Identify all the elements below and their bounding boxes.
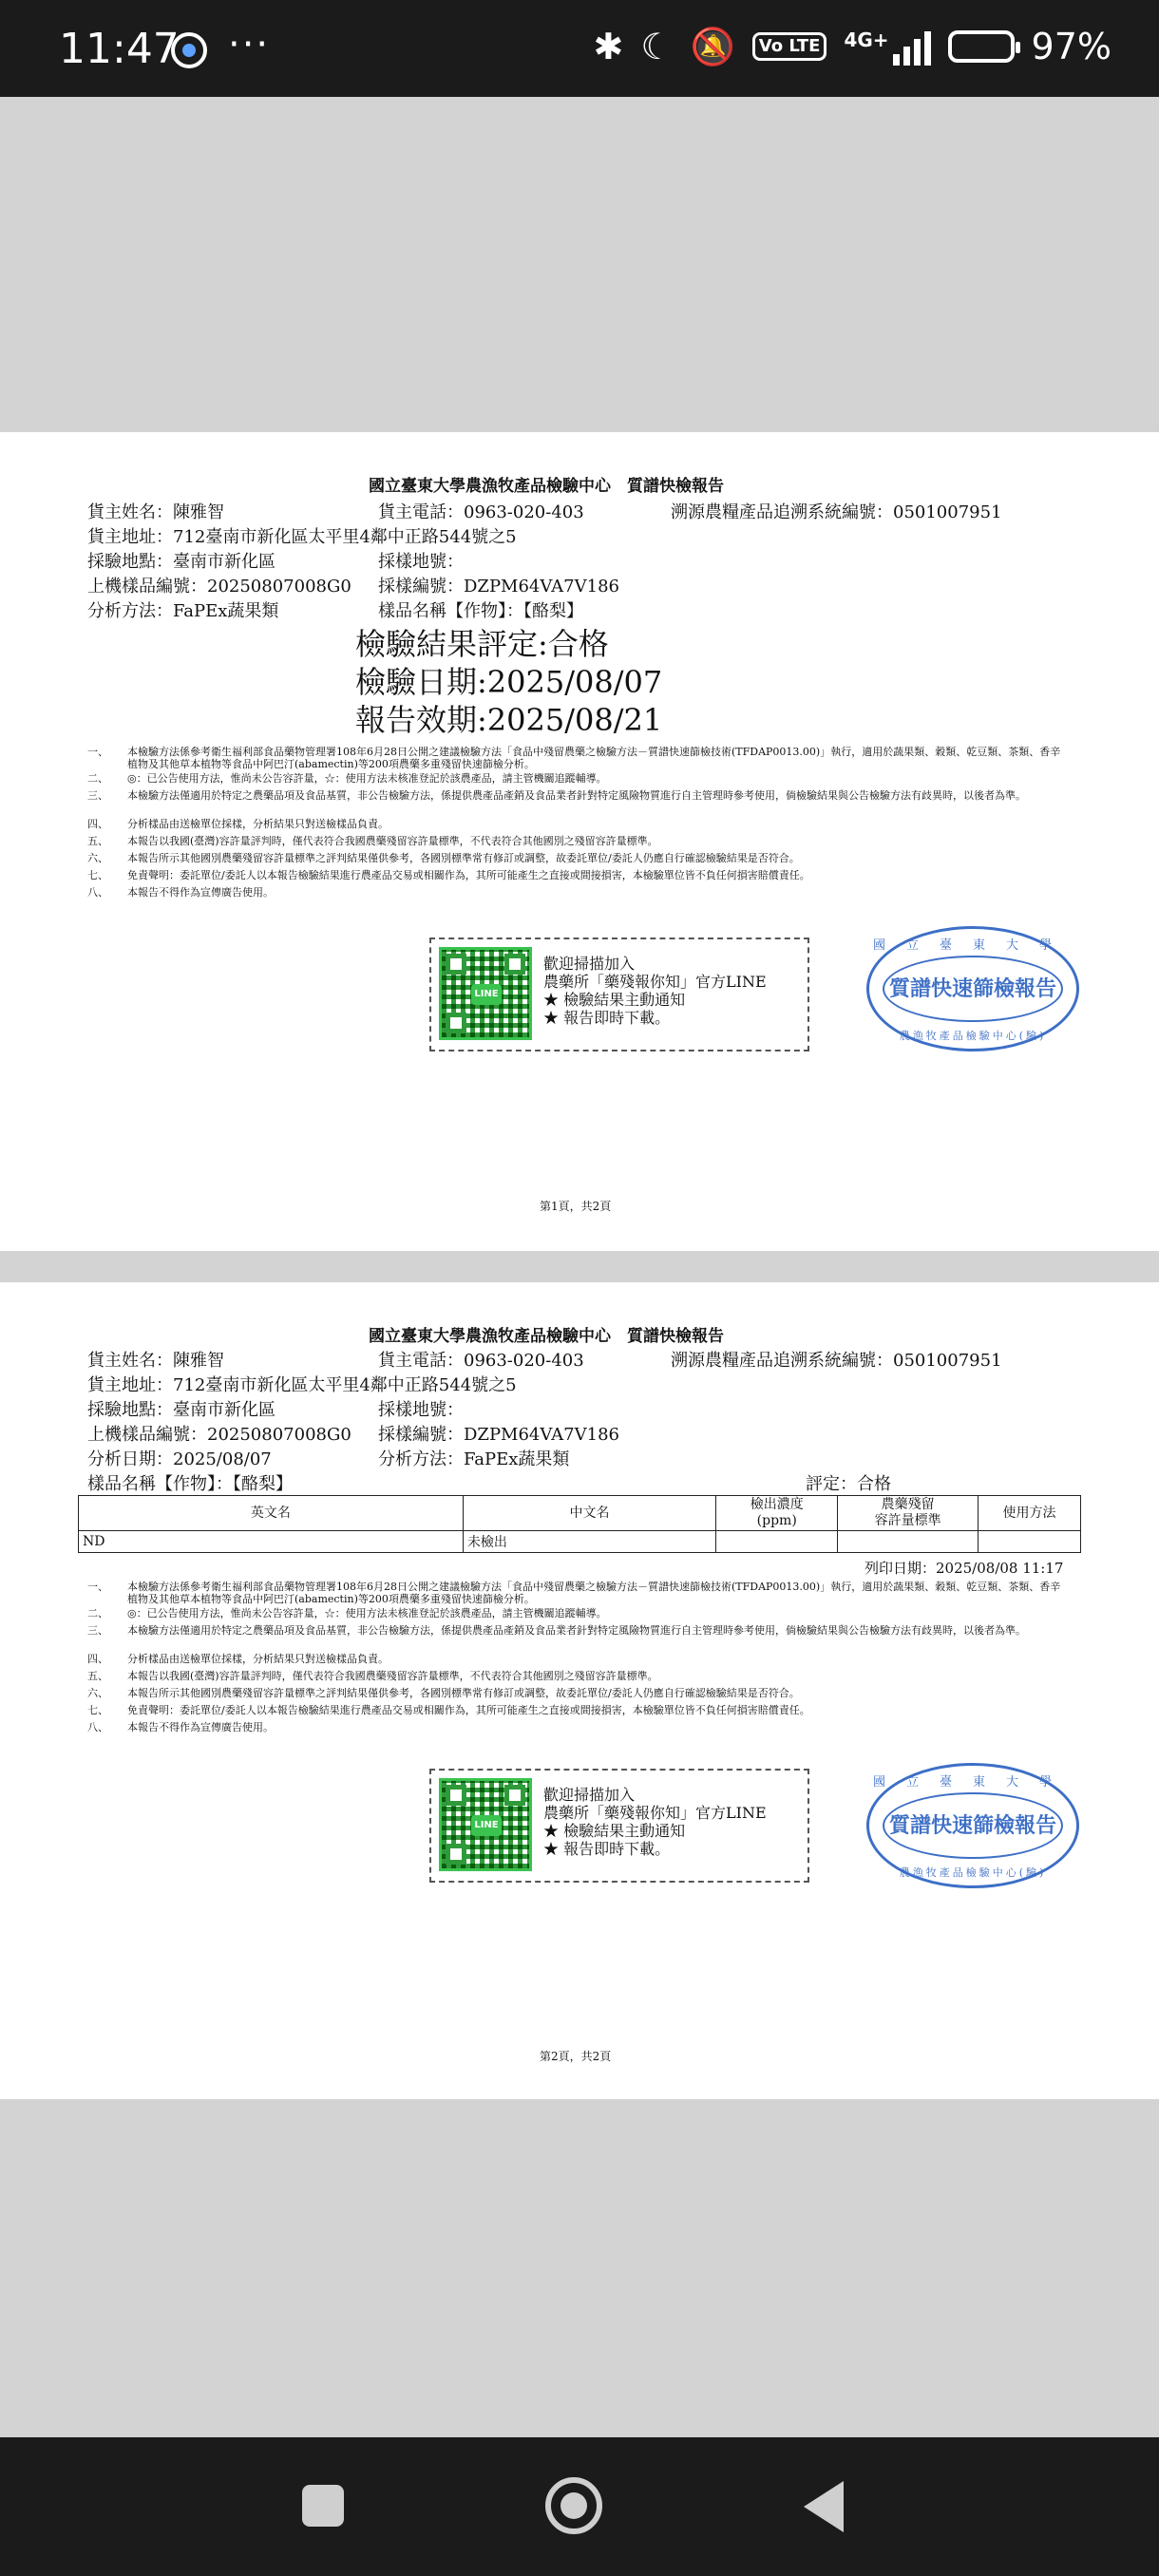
cell-concentration [716, 1531, 838, 1553]
seal-top-text: 國立臺東大學 [872, 1775, 1073, 1790]
inspection-seal [866, 926, 1079, 1051]
sampling-lot-number: 採樣地號： [378, 552, 464, 572]
report-page-1 [0, 432, 1159, 1251]
col-tolerance: 農藥殘留 容許量標準 [838, 1496, 978, 1531]
qr-line-4: ★ 報告即時下載。 [543, 1009, 671, 1027]
bluetooth-icon: ✱ [593, 26, 624, 67]
cell-tolerance [838, 1531, 978, 1553]
line-logo-icon: LINE [471, 984, 502, 1005]
back-button[interactable] [804, 2481, 844, 2532]
trace-number: 溯源農糧產品追溯系統編號：0501007951 [671, 1351, 1002, 1371]
owner-name: 貨主姓名：陳雅智 [87, 1351, 224, 1371]
seal-bottom-text: 農漁牧產品檢驗中心(驗) [899, 1866, 1047, 1879]
recents-button[interactable] [302, 2485, 344, 2527]
report-header: 國立臺東大學農漁牧產品檢驗中心 質譜快檢報告 [369, 477, 724, 496]
line-qr-box [429, 938, 809, 1051]
rating: 評定：合格 [806, 1474, 891, 1494]
qr-line-4: ★ 報告即時下載。 [543, 1840, 671, 1858]
cell-chinese-name: 未檢出 [463, 1531, 715, 1553]
app-notification-icon [171, 32, 207, 68]
line-logo-icon: LINE [471, 1815, 502, 1836]
report-header: 國立臺東大學農漁牧產品檢驗中心 質譜快檢報告 [369, 1327, 724, 1346]
status-time: 11:47 [59, 25, 180, 73]
sampling-place: 採驗地點：臺南市新化區 [87, 552, 276, 572]
seal-main-text: 質譜快速篩檢報告 [888, 976, 1056, 1001]
trace-number: 溯源農糧產品追溯系統編號：0501007951 [671, 502, 1002, 522]
volte-icon: Vo LTE [752, 32, 827, 61]
inspection-seal [866, 1763, 1079, 1888]
qr-line-2: 農藥所「藥殘報你知」官方LINE [543, 1804, 767, 1822]
home-button[interactable] [545, 2477, 602, 2534]
navigation-bar [0, 2437, 1159, 2576]
note-item: 一、 本檢驗方法係參考衛生福利部食品藥物管理署108年6月28日公開之建議檢驗方法「食品中殘留農藥之檢驗方法－質譜快速篩檢技術(TFDAP0013.00)」執行，適用於蔬果類、穀類、乾豆類、茶類、香辛植物及其他草本植物等食品中阿巴汀(abamectin)等200項農藥多重殘留快速篩檢分析。 [87, 746, 1061, 770]
sample-name: 樣品名稱【作物】：【酪梨】 [378, 601, 583, 621]
page-footer: 第1頁，共2頁 [540, 1200, 612, 1213]
qr-line-1: 歡迎掃描加入 [543, 955, 636, 973]
line-qr-code[interactable] [439, 947, 532, 1040]
sampling-place: 採驗地點：臺南市新化區 [87, 1400, 276, 1420]
sample-code: 採樣編號：DZPM64VA7V186 [378, 577, 619, 597]
sample-code: 採樣編號：DZPM64VA7V186 [378, 1425, 619, 1445]
analysis-method: 分析方法：FaPEx蔬果類 [87, 601, 279, 621]
results-table [78, 1495, 1081, 1553]
sample-name: 樣品名稱【作物】：【酪梨】 [87, 1474, 293, 1494]
analysis-date: 分析日期：2025/08/07 [87, 1449, 272, 1469]
table-header-row [79, 1496, 1081, 1531]
seal-top-text: 國立臺東大學 [872, 938, 1073, 953]
owner-address: 貨主地址：712臺南市新化區太平里4鄰中正路544號之5 [87, 1375, 517, 1395]
battery-percent: 97% [1031, 26, 1112, 67]
do-not-disturb-moon-icon: ☾ [640, 26, 674, 67]
sampling-lot-number: 採樣地號： [378, 1400, 464, 1420]
col-usage: 使用方法 [978, 1496, 1080, 1531]
table-row [79, 1531, 1081, 1553]
print-date: 列印日期：2025/08/08 11:17 [864, 1560, 1064, 1577]
qr-line-2: 農藥所「藥殘報你知」官方LINE [543, 973, 767, 991]
qr-line-3: ★ 檢驗結果主動通知 [543, 1822, 686, 1840]
signal-strength-icon [893, 28, 931, 66]
line-qr-code[interactable] [439, 1778, 532, 1871]
owner-name: 貨主姓名：陳雅智 [87, 502, 224, 522]
test-result: 檢驗結果評定:合格 [355, 626, 609, 662]
qr-line-3: ★ 檢驗結果主動通知 [543, 991, 686, 1009]
page-footer: 第2頁，共2頁 [540, 2050, 612, 2063]
line-qr-box [429, 1769, 809, 1883]
seal-bottom-text: 農漁牧產品檢驗中心(驗) [899, 1030, 1047, 1042]
muted-bell-icon: 🔕 [690, 26, 735, 67]
notes-list: 一、 本檢驗方法係參考衛生福利部食品藥物管理署108年6月28日公開之建議檢驗方法「食品中殘留農藥之檢驗方法－質譜快速篩檢技術(TFDAP0013.00)」執行，適用於蔬果類、穀類、乾豆類、茶類、香辛植物及其他草本植物等食品中阿巴汀(abamectin)等200項農藥多重殘留快速篩檢分析。 二、 ◎：已公告使用方法，惟尚未公告容許量，☆：使用方法未核准登記於該農產品，請主管機關追蹤輔導。 三、 本檢驗方法僅適用於特定之農藥品項及食品基質，非公告檢驗方法，係提供農產品產銷及食品業者針對特定風險物質進行自主管理時參考使用，倘檢驗結果與公告檢驗方法有歧異時，以後者為準。 四、 分析樣品由送檢單位採樣，分析結果只對送檢樣品負責。 五、 本報告以我國(臺灣)容許量評判時，僅代表符合我國農藥殘留容許量標準，不代表符合其他國別之殘留容許量標準。 六、 本報告所示其他國別農藥殘留容許量標準之評判結果僅供參考，各國別標準常有修訂或調整，故委託單位/委託人仍應自行確認檢驗結果是否符合。 七、 免責聲明：委託單位/委託人以本報告檢驗結果進行農產品交易或相關作為，其所可能產生之直接或間接損害，本檢驗單位皆不負任何損害賠償責任。 八、 本報告不得作為宣傳廣告使用。 [87, 1581, 1061, 1733]
analysis-method: 分析方法：FaPEx蔬果類 [378, 1449, 570, 1469]
upload-sample-number: 上機樣品編號：20250807008G0 [87, 1425, 352, 1445]
battery-icon [948, 30, 1015, 63]
owner-address: 貨主地址：712臺南市新化區太平里4鄰中正路544號之5 [87, 527, 517, 547]
col-chinese-name: 中文名 [463, 1496, 715, 1531]
owner-phone: 貨主電話：0963-020-403 [378, 1351, 584, 1371]
cell-english-name: ND [79, 1531, 464, 1553]
cell-usage [978, 1531, 1080, 1553]
status-bar [0, 0, 1159, 97]
upload-sample-number: 上機樣品編號：20250807008G0 [87, 577, 352, 597]
report-page-2 [0, 1282, 1159, 2099]
more-notifications-icon: ··· [228, 23, 271, 66]
col-concentration: 檢出濃度 (ppm) [716, 1496, 838, 1531]
seal-main-text: 質譜快速篩檢報告 [888, 1813, 1056, 1838]
report-valid-date: 報告效期:2025/08/21 [355, 702, 663, 738]
notes-list: 一、 本檢驗方法係參考衛生福利部食品藥物管理署108年6月28日公開之建議檢驗方法「食品中殘留農藥之檢驗方法－質譜快速篩檢技術(TFDAP0013.00)」執行，適用於蔬果類、穀類、乾豆類、茶類、香辛植物及其他草本植物等食品中阿巴汀(abamectin)等200項農藥多重殘留快速篩檢分析。 二、 ◎：已公告使用方法，惟尚未公告容許量，☆：使用方法未核准登記於該農產品，請主管機關追蹤輔導。 三、 本檢驗方法僅適用於特定之農藥品項及食品基質，非公告檢驗方法，係提供農產品產銷及食品業者針對特定風險物質進行自主管理時參考使用，倘檢驗結果與公告檢驗方法有歧異時，以後者為準。 四、 分析樣品由送檢單位採樣，分析結果只對送檢樣品負責。 五、 本報告以我國(臺灣)容許量評判時，僅代表符合我國農藥殘留容許量標準，不代表符合其他國別之殘留容許量標準。 六、 本報告所示其他國別農藥殘留容許量標準之評判結果僅供參考，各國別標準常有修訂或調整，故委託單位/委託人仍應自行確認檢驗結果是否符合。 七、 免責聲明：委託單位/委託人以本報告檢驗結果進行農產品交易或相關作為，其所可能產生之直接或間接損害，本檢驗單位皆不負任何損害賠償責任。 八、 本報告不得作為宣傳廣告使用。 [0, 746, 1159, 898]
col-english-name: 英文名 [79, 1496, 464, 1531]
network-type-label: 4G+ [844, 28, 889, 51]
qr-line-1: 歡迎掃描加入 [543, 1786, 636, 1804]
owner-phone: 貨主電話：0963-020-403 [378, 502, 584, 522]
test-date: 檢驗日期:2025/08/07 [355, 664, 663, 700]
